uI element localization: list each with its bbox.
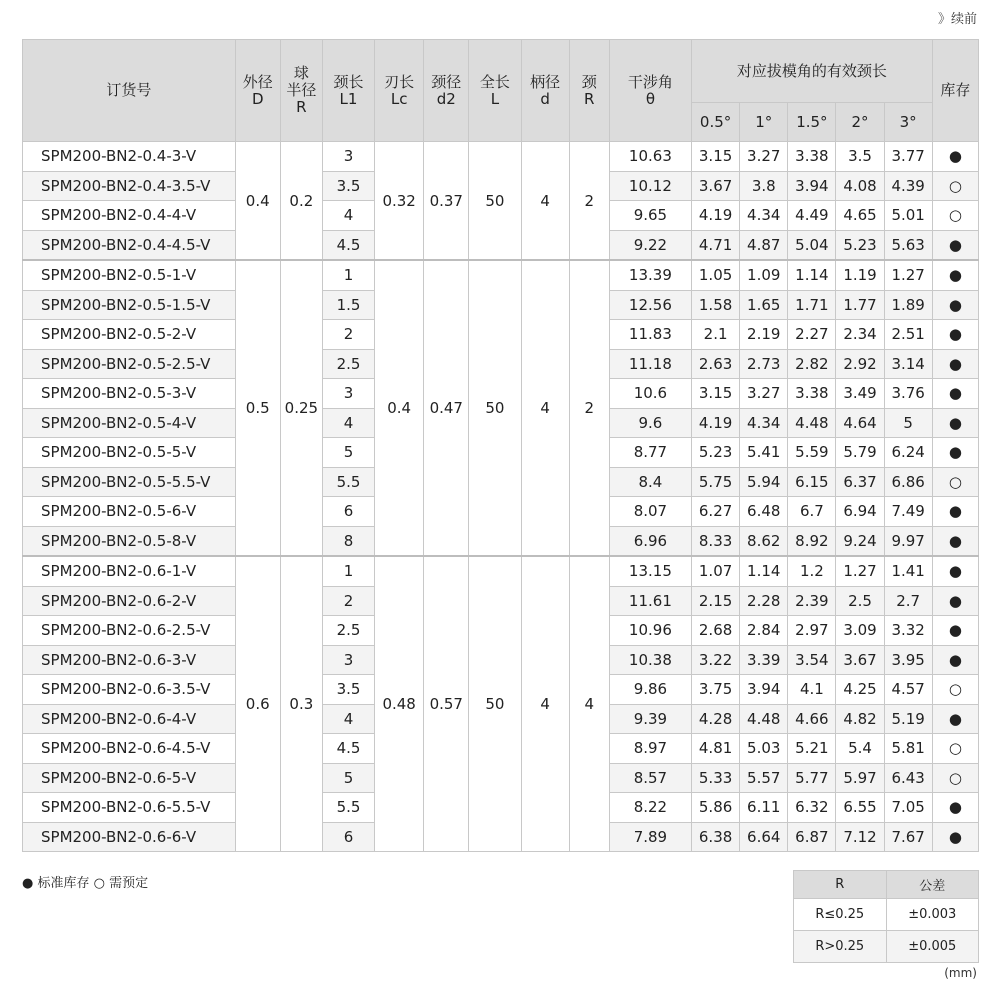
effective-length-cell: 6.64 <box>740 822 788 852</box>
interference-angle-cell: 9.39 <box>609 704 691 734</box>
stock-status-cell: ○ <box>932 171 978 201</box>
interference-angle-cell: 6.96 <box>609 526 691 556</box>
effective-length-cell: 3.77 <box>884 142 932 172</box>
interference-angle-cell: 7.89 <box>609 822 691 852</box>
effective-length-cell: 2.15 <box>692 586 740 616</box>
interference-angle-cell: 13.39 <box>609 260 691 290</box>
effective-length-cell: 1.2 <box>788 556 836 586</box>
stock-status-cell: ● <box>932 704 978 734</box>
stock-status-cell: ○ <box>932 201 978 231</box>
effective-length-cell: 5.86 <box>692 793 740 823</box>
tolerance-cell: ±0.003 <box>886 899 979 931</box>
effective-length-cell: 5.97 <box>836 763 884 793</box>
effective-length-cell: 6.37 <box>836 467 884 497</box>
outer-diameter-cell: 0.5 <box>235 260 280 556</box>
effective-length-cell: 2.28 <box>740 586 788 616</box>
neck-length-cell: 4.5 <box>322 734 374 764</box>
effective-length-cell: 2.1 <box>692 320 740 350</box>
effective-length-cell: 5.04 <box>788 230 836 260</box>
effective-length-cell: 9.24 <box>836 526 884 556</box>
stock-status-cell: ● <box>932 320 978 350</box>
effective-length-cell: 9.97 <box>884 526 932 556</box>
tolerance-cell: R≤0.25 <box>794 899 887 931</box>
effective-length-cell: 6.11 <box>740 793 788 823</box>
effective-length-cell: 6.38 <box>692 822 740 852</box>
effective-length-cell: 6.43 <box>884 763 932 793</box>
order-code-cell: SPM200-BN2-0.5-8-V <box>23 526 236 556</box>
interference-angle-cell: 10.12 <box>609 171 691 201</box>
effective-length-cell: 7.05 <box>884 793 932 823</box>
effective-length-cell: 4.34 <box>740 408 788 438</box>
neck-length-cell: 3.5 <box>322 171 374 201</box>
effective-length-cell: 5.41 <box>740 438 788 468</box>
effective-length-cell: 6.48 <box>740 497 788 527</box>
effective-length-cell: 3.75 <box>692 675 740 705</box>
effective-length-cell: 4.66 <box>788 704 836 734</box>
neck-length-cell: 8 <box>322 526 374 556</box>
order-code-cell: SPM200-BN2-0.4-3-V <box>23 142 236 172</box>
effective-length-cell: 4.64 <box>836 408 884 438</box>
effective-length-cell: 3.76 <box>884 379 932 409</box>
effective-length-cell: 5.19 <box>884 704 932 734</box>
effective-length-cell: 3.95 <box>884 645 932 675</box>
neck-length-cell: 4 <box>322 408 374 438</box>
order-code-cell: SPM200-BN2-0.5-2-V <box>23 320 236 350</box>
interference-angle-cell: 9.65 <box>609 201 691 231</box>
stock-status-cell: ● <box>932 556 978 586</box>
stock-status-cell: ● <box>932 438 978 468</box>
neck-length-cell: 3 <box>322 142 374 172</box>
effective-length-cell: 8.92 <box>788 526 836 556</box>
order-code-cell: SPM200-BN2-0.4-4.5-V <box>23 230 236 260</box>
effective-length-cell: 6.24 <box>884 438 932 468</box>
overall-length-cell: 50 <box>469 556 521 852</box>
effective-length-cell: 3.49 <box>836 379 884 409</box>
neck-length-cell: 1.5 <box>322 290 374 320</box>
effective-length-cell: 3.67 <box>692 171 740 201</box>
effective-length-cell: 5.94 <box>740 467 788 497</box>
neck-r-cell: 2 <box>569 142 609 261</box>
effective-length-cell: 3.39 <box>740 645 788 675</box>
stock-status-cell: ● <box>932 645 978 675</box>
header-stock: 库存 <box>932 40 978 142</box>
effective-length-cell: 5.75 <box>692 467 740 497</box>
order-code-cell: SPM200-BN2-0.5-4-V <box>23 408 236 438</box>
effective-length-cell: 3.94 <box>788 171 836 201</box>
shank-diameter-cell: 4 <box>521 556 569 852</box>
interference-angle-cell: 9.6 <box>609 408 691 438</box>
effective-length-cell: 4.19 <box>692 408 740 438</box>
order-code-cell: SPM200-BN2-0.6-2-V <box>23 586 236 616</box>
effective-length-cell: 3.67 <box>836 645 884 675</box>
effective-length-cell: 6.32 <box>788 793 836 823</box>
header-angle-1: 1° <box>740 103 788 142</box>
header-flute-length: 刃长 Lc <box>375 40 424 142</box>
ball-radius-cell: 0.25 <box>280 260 322 556</box>
effective-length-cell: 2.7 <box>884 586 932 616</box>
interference-angle-cell: 12.56 <box>609 290 691 320</box>
effective-length-cell: 4.48 <box>740 704 788 734</box>
stock-status-cell: ● <box>932 230 978 260</box>
interference-angle-cell: 11.61 <box>609 586 691 616</box>
effective-length-cell: 4.28 <box>692 704 740 734</box>
stock-status-cell: ● <box>932 497 978 527</box>
effective-length-cell: 5.4 <box>836 734 884 764</box>
neck-length-cell: 2.5 <box>322 349 374 379</box>
neck-length-cell: 3.5 <box>322 675 374 705</box>
effective-length-cell: 4.25 <box>836 675 884 705</box>
header-order-no: 订货号 <box>23 40 236 142</box>
effective-length-cell: 3.14 <box>884 349 932 379</box>
tolerance-cell: R>0.25 <box>794 931 887 963</box>
overall-length-cell: 50 <box>469 142 521 261</box>
header-neck-length: 颈长 L1 <box>322 40 374 142</box>
effective-length-cell: 3.32 <box>884 616 932 646</box>
header-angle-3: 3° <box>884 103 932 142</box>
effective-length-cell: 2.51 <box>884 320 932 350</box>
effective-length-cell: 3.22 <box>692 645 740 675</box>
effective-length-cell: 4.1 <box>788 675 836 705</box>
effective-length-cell: 2.68 <box>692 616 740 646</box>
header-overall-length: 全长 L <box>469 40 521 142</box>
shank-diameter-cell: 4 <box>521 142 569 261</box>
order-code-cell: SPM200-BN2-0.4-4-V <box>23 201 236 231</box>
effective-length-cell: 5.77 <box>788 763 836 793</box>
effective-length-cell: 3.94 <box>740 675 788 705</box>
outer-diameter-cell: 0.4 <box>235 142 280 261</box>
header-outer-diameter: 外径 D <box>235 40 280 142</box>
effective-length-cell: 5 <box>884 408 932 438</box>
header-interference-angle: 干涉角 θ <box>609 40 691 142</box>
order-code-cell: SPM200-BN2-0.6-2.5-V <box>23 616 236 646</box>
effective-length-cell: 6.15 <box>788 467 836 497</box>
order-code-cell: SPM200-BN2-0.5-5-V <box>23 438 236 468</box>
effective-length-cell: 2.82 <box>788 349 836 379</box>
stock-status-cell: ○ <box>932 675 978 705</box>
neck-length-cell: 5 <box>322 763 374 793</box>
stock-status-cell: ● <box>932 408 978 438</box>
neck-length-cell: 6 <box>322 497 374 527</box>
order-code-cell: SPM200-BN2-0.5-1.5-V <box>23 290 236 320</box>
effective-length-cell: 5.81 <box>884 734 932 764</box>
outer-diameter-cell: 0.6 <box>235 556 280 852</box>
effective-length-cell: 6.87 <box>788 822 836 852</box>
effective-length-cell: 3.27 <box>740 142 788 172</box>
interference-angle-cell: 9.22 <box>609 230 691 260</box>
neck-length-cell: 2 <box>322 586 374 616</box>
product-table <box>22 39 979 852</box>
interference-angle-cell: 10.63 <box>609 142 691 172</box>
effective-length-cell: 5.01 <box>884 201 932 231</box>
order-code-cell: SPM200-BN2-0.4-3.5-V <box>23 171 236 201</box>
effective-length-cell: 5.21 <box>788 734 836 764</box>
effective-length-cell: 1.41 <box>884 556 932 586</box>
shank-diameter-cell: 4 <box>521 260 569 556</box>
interference-angle-cell: 10.38 <box>609 645 691 675</box>
ball-radius-cell: 0.2 <box>280 142 322 261</box>
neck-length-cell: 1 <box>322 556 374 586</box>
effective-length-cell: 3.38 <box>788 379 836 409</box>
effective-length-cell: 4.48 <box>788 408 836 438</box>
header-angle-2: 2° <box>836 103 884 142</box>
header-draft-group: 对应拔模角的有效颈长 <box>692 40 933 103</box>
unit-label: (mm) <box>944 966 977 980</box>
effective-length-cell: 4.49 <box>788 201 836 231</box>
order-code-cell: SPM200-BN2-0.6-3.5-V <box>23 675 236 705</box>
effective-length-cell: 4.65 <box>836 201 884 231</box>
effective-length-cell: 5.63 <box>884 230 932 260</box>
order-code-cell: SPM200-BN2-0.5-3-V <box>23 379 236 409</box>
order-code-cell: SPM200-BN2-0.5-6-V <box>23 497 236 527</box>
effective-length-cell: 4.87 <box>740 230 788 260</box>
continued-label: 》续前 <box>937 12 977 27</box>
effective-length-cell: 4.19 <box>692 201 740 231</box>
effective-length-cell: 3.27 <box>740 379 788 409</box>
stock-status-cell: ○ <box>932 467 978 497</box>
effective-length-cell: 4.39 <box>884 171 932 201</box>
effective-length-cell: 3.8 <box>740 171 788 201</box>
tolerance-header-value: 公差 <box>886 871 979 899</box>
effective-length-cell: 1.77 <box>836 290 884 320</box>
interference-angle-cell: 8.07 <box>609 497 691 527</box>
effective-length-cell: 2.5 <box>836 586 884 616</box>
effective-length-cell: 3.38 <box>788 142 836 172</box>
effective-length-cell: 2.84 <box>740 616 788 646</box>
effective-length-cell: 1.14 <box>788 260 836 290</box>
effective-length-cell: 5.57 <box>740 763 788 793</box>
order-code-cell: SPM200-BN2-0.6-6-V <box>23 822 236 852</box>
stock-status-cell: ● <box>932 822 978 852</box>
neck-length-cell: 2 <box>322 320 374 350</box>
interference-angle-cell: 8.22 <box>609 793 691 823</box>
effective-length-cell: 2.27 <box>788 320 836 350</box>
order-code-cell: SPM200-BN2-0.5-5.5-V <box>23 467 236 497</box>
effective-length-cell: 1.89 <box>884 290 932 320</box>
flute-length-cell: 0.48 <box>375 556 424 852</box>
interference-angle-cell: 8.97 <box>609 734 691 764</box>
neck-length-cell: 4.5 <box>322 230 374 260</box>
neck-length-cell: 6 <box>322 822 374 852</box>
interference-angle-cell: 9.86 <box>609 675 691 705</box>
neck-length-cell: 5.5 <box>322 467 374 497</box>
effective-length-cell: 5.23 <box>836 230 884 260</box>
stock-status-cell: ● <box>932 349 978 379</box>
effective-length-cell: 8.62 <box>740 526 788 556</box>
header-neck-diameter: 颈径 d2 <box>424 40 469 142</box>
stock-status-cell: ● <box>932 526 978 556</box>
neck-diameter-cell: 0.47 <box>424 260 469 556</box>
stock-legend: ● 标准库存 ○ 需预定 <box>22 876 149 891</box>
effective-length-cell: 6.86 <box>884 467 932 497</box>
table-row <box>23 260 979 290</box>
effective-length-cell: 1.05 <box>692 260 740 290</box>
effective-length-cell: 5.59 <box>788 438 836 468</box>
interference-angle-cell: 8.4 <box>609 467 691 497</box>
order-code-cell: SPM200-BN2-0.6-1-V <box>23 556 236 586</box>
neck-r-cell: 2 <box>569 260 609 556</box>
effective-length-cell: 2.97 <box>788 616 836 646</box>
neck-length-cell: 2.5 <box>322 616 374 646</box>
effective-length-cell: 1.27 <box>836 556 884 586</box>
stock-status-cell: ● <box>932 290 978 320</box>
order-code-cell: SPM200-BN2-0.5-1-V <box>23 260 236 290</box>
order-code-cell: SPM200-BN2-0.6-3-V <box>23 645 236 675</box>
effective-length-cell: 4.08 <box>836 171 884 201</box>
neck-diameter-cell: 0.37 <box>424 142 469 261</box>
order-code-cell: SPM200-BN2-0.6-4-V <box>23 704 236 734</box>
effective-length-cell: 3.54 <box>788 645 836 675</box>
effective-length-cell: 1.07 <box>692 556 740 586</box>
effective-length-cell: 7.67 <box>884 822 932 852</box>
stock-status-cell: ○ <box>932 763 978 793</box>
ball-radius-cell: 0.3 <box>280 556 322 852</box>
effective-length-cell: 2.39 <box>788 586 836 616</box>
effective-length-cell: 7.12 <box>836 822 884 852</box>
header-ball-radius: 球 半径 R <box>280 40 322 142</box>
effective-length-cell: 2.73 <box>740 349 788 379</box>
interference-angle-cell: 10.6 <box>609 379 691 409</box>
tolerance-header-r: R <box>794 871 887 899</box>
neck-length-cell: 5.5 <box>322 793 374 823</box>
effective-length-cell: 2.19 <box>740 320 788 350</box>
effective-length-cell: 4.82 <box>836 704 884 734</box>
overall-length-cell: 50 <box>469 260 521 556</box>
effective-length-cell: 2.63 <box>692 349 740 379</box>
interference-angle-cell: 10.96 <box>609 616 691 646</box>
effective-length-cell: 2.34 <box>836 320 884 350</box>
interference-angle-cell: 11.83 <box>609 320 691 350</box>
effective-length-cell: 6.27 <box>692 497 740 527</box>
neck-diameter-cell: 0.57 <box>424 556 469 852</box>
effective-length-cell: 1.65 <box>740 290 788 320</box>
effective-length-cell: 4.57 <box>884 675 932 705</box>
header-angle-0-5: 0.5° <box>692 103 740 142</box>
stock-status-cell: ● <box>932 379 978 409</box>
order-code-cell: SPM200-BN2-0.5-2.5-V <box>23 349 236 379</box>
order-code-cell: SPM200-BN2-0.6-5.5-V <box>23 793 236 823</box>
effective-length-cell: 2.92 <box>836 349 884 379</box>
neck-length-cell: 1 <box>322 260 374 290</box>
interference-angle-cell: 11.18 <box>609 349 691 379</box>
flute-length-cell: 0.4 <box>375 260 424 556</box>
effective-length-cell: 4.81 <box>692 734 740 764</box>
effective-length-cell: 3.09 <box>836 616 884 646</box>
header-neck-r: 颈 R <box>569 40 609 142</box>
effective-length-cell: 7.49 <box>884 497 932 527</box>
neck-length-cell: 3 <box>322 645 374 675</box>
effective-length-cell: 8.33 <box>692 526 740 556</box>
order-code-cell: SPM200-BN2-0.6-5-V <box>23 763 236 793</box>
effective-length-cell: 6.55 <box>836 793 884 823</box>
stock-status-cell: ● <box>932 616 978 646</box>
effective-length-cell: 5.23 <box>692 438 740 468</box>
neck-length-cell: 5 <box>322 438 374 468</box>
effective-length-cell: 1.27 <box>884 260 932 290</box>
effective-length-cell: 3.5 <box>836 142 884 172</box>
interference-angle-cell: 13.15 <box>609 556 691 586</box>
tolerance-cell: ±0.005 <box>886 931 979 963</box>
effective-length-cell: 3.15 <box>692 379 740 409</box>
stock-status-cell: ● <box>932 793 978 823</box>
effective-length-cell: 1.14 <box>740 556 788 586</box>
effective-length-cell: 5.33 <box>692 763 740 793</box>
stock-status-cell: ● <box>932 260 978 290</box>
effective-length-cell: 1.09 <box>740 260 788 290</box>
stock-status-cell: ● <box>932 586 978 616</box>
effective-length-cell: 1.71 <box>788 290 836 320</box>
order-code-cell: SPM200-BN2-0.6-4.5-V <box>23 734 236 764</box>
header-shank-diameter: 柄径 d <box>521 40 569 142</box>
effective-length-cell: 5.79 <box>836 438 884 468</box>
effective-length-cell: 6.94 <box>836 497 884 527</box>
table-row <box>23 142 979 172</box>
effective-length-cell: 4.34 <box>740 201 788 231</box>
flute-length-cell: 0.32 <box>375 142 424 261</box>
effective-length-cell: 4.71 <box>692 230 740 260</box>
effective-length-cell: 1.19 <box>836 260 884 290</box>
effective-length-cell: 6.7 <box>788 497 836 527</box>
neck-length-cell: 4 <box>322 201 374 231</box>
effective-length-cell: 1.58 <box>692 290 740 320</box>
stock-status-cell: ● <box>932 142 978 172</box>
interference-angle-cell: 8.77 <box>609 438 691 468</box>
effective-length-cell: 5.03 <box>740 734 788 764</box>
header-angle-1-5: 1.5° <box>788 103 836 142</box>
effective-length-cell: 3.15 <box>692 142 740 172</box>
tolerance-table <box>793 870 979 963</box>
neck-r-cell: 4 <box>569 556 609 852</box>
table-row <box>23 556 979 586</box>
interference-angle-cell: 8.57 <box>609 763 691 793</box>
neck-length-cell: 4 <box>322 704 374 734</box>
neck-length-cell: 3 <box>322 379 374 409</box>
stock-status-cell: ○ <box>932 734 978 764</box>
